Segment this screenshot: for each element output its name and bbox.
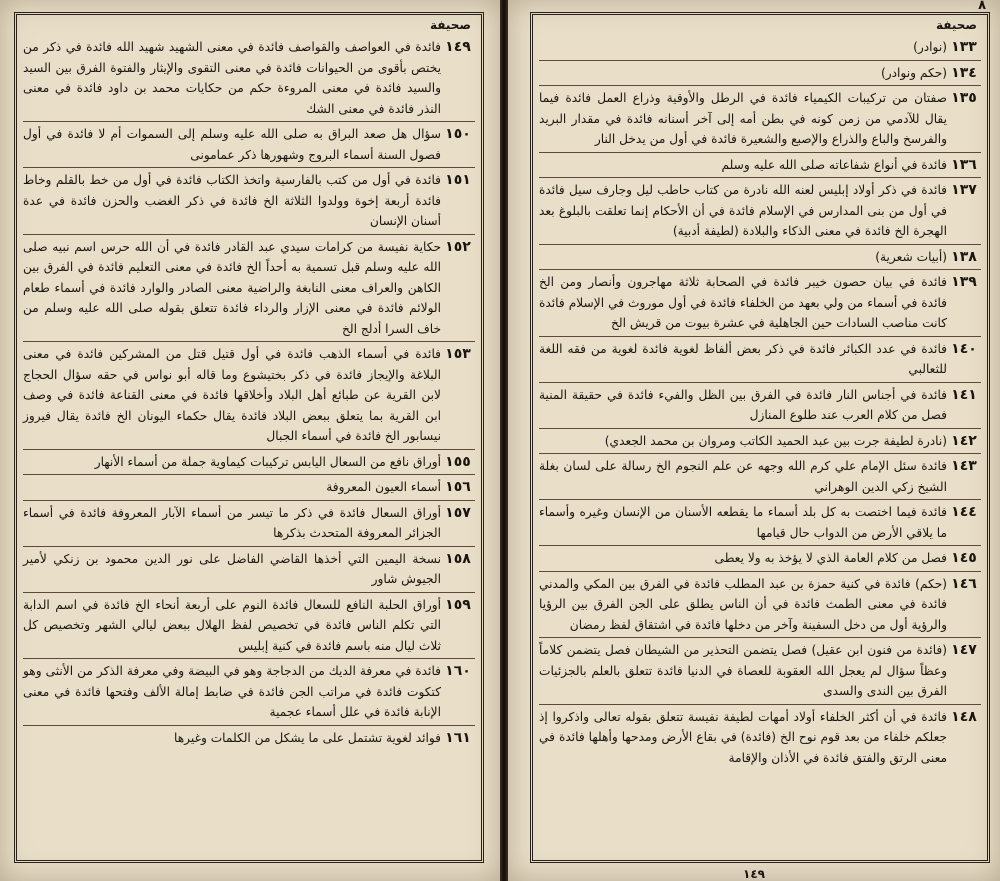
entry-page-number: ١٣٨ — [951, 248, 977, 265]
index-entry — [539, 35, 981, 61]
index-entry — [539, 429, 981, 455]
left-column-header: صحيفة — [429, 18, 471, 32]
entry-page-number: ١٦٠ — [445, 663, 471, 679]
entry-text: فائدة سئل الإمام علي كرم الله وجهه عن علم النجوم الخ رسالة على لسان بغلة الشيخ زكي الدين الوهراني — [539, 459, 947, 494]
entry-page-number: ١٥٠ — [445, 126, 471, 142]
entry-page-number: ١٤٩ — [445, 39, 471, 55]
index-entry — [539, 546, 981, 572]
entry-text: فائدة في معرفة الديك من الدجاجة وهو في البيضة وفي معرفة الذكر من الأنثى وهو كتكوت فائدة في مراتب الجن فائدة في ضابط إمالة الألف وفتحها فائدة في معنى الإنابة فائدة في علل أسماء عجمية — [23, 664, 441, 719]
book-gutter — [500, 0, 508, 881]
entry-text: فائدة في بيان حصون خيبر فائدة في الصحابة ثلاثة مهاجرون وأنصار ومن الخ فائدة في أسماء من ولي بعهد من الخلفاء فائدة في أول موروث في الإسلام فائدة كانت مناصب السادات حين الجاهلية في عشرة بيوت من قريش الخ — [539, 275, 947, 330]
entry-text: (حكم) فائدة في كنية حمزة بن عبد المطلب فائدة في الفرق بين المكي والمدني فائدة في معنى الطمث فائدة في أن الناس يطلق على الجن الفرق بين الرؤيا والرؤية أول من دخل السفينة وآخر من دخلها فائدة في اشتقاق لفظ رمضان — [539, 576, 947, 632]
right-column-header: صحيفة — [935, 18, 977, 32]
index-entry — [23, 475, 475, 501]
index-entry — [539, 454, 981, 500]
index-entry — [23, 122, 475, 168]
entry-page-number: ١٤٣ — [951, 458, 977, 474]
entry-page-number: ١٤٢ — [951, 432, 977, 449]
entry-text: فصل من كلام العامة الذي لا يؤخذ به ولا يعطى — [714, 551, 947, 565]
entry-text: نسخة اليمين التي أخذها القاضي الفاضل على نور الدين محمود بن زنكي لأمير الجيوش شاور — [23, 551, 441, 586]
bottom-page-number: ١٤٩ — [743, 867, 765, 881]
entry-text: حكاية نفيسة من كرامات سيدي عبد القادر فائدة في أن الله حرس اسم نبيه صلى الله عليه وسلم قبل تسمية به أحداً الخ فائدة في معنى التعليم فائدة في الفرق بين الكاهن والعراف معنى النابغة والراضية معنى الصادر والوارد فائدة في أسماء طعام الولائم فائدة في معنى الإزار والرداء فائدة تتعلق بقوله صلى الله عليه وسلم من خاف السرا أدلج الخ — [23, 239, 441, 336]
index-entry — [23, 235, 475, 343]
entry-text: (نادرة لطيفة جرت بين عبد الحميد الكاتب ومروان بن محمد الجعدي) — [604, 433, 947, 448]
entry-page-number: ١٣٧ — [951, 182, 977, 198]
left-index-frame — [14, 12, 484, 863]
index-entry — [23, 168, 475, 235]
index-entry — [539, 270, 981, 337]
index-entry — [539, 572, 981, 639]
right-entries-list — [539, 35, 981, 770]
entry-page-number: ١٥١ — [445, 172, 471, 188]
entry-text: أوراق نافع من السعال اليابس تركيبات كيماوية جملة من أسماء الأنهار — [94, 454, 441, 469]
entry-text: فائدة في أسماء الذهب فائدة في أول قتيل قتل من المشركين فائدة في معنى البلاغة والإيجاز فائدة في ذكر بختيشوع وما قاله أبو نواس في حقه سؤال الحجاج لابن القرية عن طبائع أهل البلاد وأخلاقها فائدة في معنى القناعة فائدة في وصف ابن القرية بما يتعلق ببعض البلاد فائدة يقال حكماء اليونان الخ فائدة يقال فيروز نيسابور الخ فائدة في أسماء الجبال — [23, 347, 441, 443]
index-entry — [23, 450, 475, 476]
index-entry — [23, 726, 475, 751]
entry-page-number: ١٣٥ — [951, 90, 977, 106]
entry-page-number: ١٤١ — [951, 386, 977, 403]
entry-text: (نوادر) — [913, 40, 947, 54]
entry-text: فائدة في العواصف والقواصف فائدة في معنى الشهيد شهيد الله فائدة في ذكر من يختص بأقوى من الحيوانات فائدة في معنى التقوى والإيثار والفتوة الفرق بين السيد والسيد فائدة في معنى المروءة حكم من حكايات محمد بن داود فائدة في معنى النذر فائدة في معنى الشك — [23, 40, 441, 116]
index-entry — [539, 705, 981, 771]
index-entry — [23, 501, 475, 547]
entry-text: أوراق الحلبة النافع للسعال فائدة النوم على أربعة أنحاء الخ فائدة في اسم الدابة التي تكلم الناس فائدة في تخصيص لفظ الهلال ببعض ليالي الشهر وتخصيص كل ثلاث ليال منه باسم فائدة في كنية إبليس — [23, 597, 441, 653]
entry-page-number: ١٤٧ — [951, 642, 977, 658]
entry-page-number: ١٥٨ — [445, 550, 471, 567]
entry-text: صفتان من تركيبات الكيمياء فائدة في الرطل والأوقية وذراع العمل فائدة فيما يقال للآدمي من زمن كونه في بطن أمه إلى آخر أسنانه فائدة في مقدار البريد والفرسخ والباع والذراع والإصبع والشعيرة فائدة في أول من يدخل النار — [539, 91, 947, 146]
entry-text: فائدة في عدد الكبائر فائدة في ذكر بعض ألفاظ لغوية فائدة لغوية من فقه اللغة للثعالبي — [539, 341, 947, 376]
entry-page-number: ١٤٥ — [951, 550, 977, 566]
entry-page-number: ١٥٥ — [445, 453, 471, 470]
entry-page-number: ١٤٤ — [951, 504, 977, 520]
page-number: ٨ — [978, 0, 986, 13]
index-entry — [23, 547, 475, 593]
right-index-frame — [530, 12, 990, 863]
index-entry — [23, 659, 475, 726]
entry-text: (حكم ونوادر) — [880, 65, 947, 80]
entry-text: فوائد لغوية تشتمل على ما يشكل من الكلمات وغيرها — [174, 730, 441, 745]
index-entry — [23, 342, 475, 450]
entry-page-number: ١٥٧ — [445, 504, 471, 521]
entry-page-number: ١٥٦ — [445, 479, 471, 495]
entry-page-number: ١٣٩ — [951, 274, 977, 290]
entry-page-number: ١٦١ — [445, 729, 471, 746]
index-entry — [539, 638, 981, 705]
right-page — [508, 0, 1000, 881]
index-entry — [23, 593, 475, 660]
entry-page-number: ١٣٤ — [951, 64, 977, 81]
entry-text: فائدة في أجناس النار فائدة في الفرق بين الظل والفيء فائدة في حقيقة المنية فصل من كلام العرب عند طلوع المنازل — [539, 387, 947, 422]
left-entries-list — [23, 35, 475, 750]
index-entry — [23, 35, 475, 122]
entry-text: (فائدة من فنون ابن عقيل) فصل يتضمن التحذير من الشيطان فصل يتضمن كلاماً وعظاً سؤال لم يعجل الله العقوبة للعصاة في الدنيا فائدة تتعلق بالعلم بالجزئيات الفرق بين الندى والسدى — [539, 643, 947, 698]
index-entry — [539, 86, 981, 153]
entry-page-number: ١٥٣ — [445, 346, 471, 362]
index-entry — [539, 153, 981, 179]
index-entry — [539, 383, 981, 429]
entry-text: أسماء العيون المعروفة — [326, 480, 441, 494]
entry-page-number: ١٥٢ — [445, 238, 471, 255]
index-entry — [539, 61, 981, 87]
index-entry — [539, 178, 981, 245]
entry-page-number: ١٣٣ — [951, 39, 977, 55]
entry-text: فائدة في أول من كتب بالفارسية واتخذ الكتاب فائدة في أول من خط بالقلم وخاط فائدة أربعة إخوة وولدوا الثلاثة الخ فائدة في ذكر الغضب والحزن فائدة في عدة أسنان الإنسان — [23, 173, 441, 228]
index-entry — [539, 500, 981, 546]
entry-text: فائدة فيما اختصت به كل بلد أسماء ما يقطعه الأسنان من الإنسان وغيره وأسماء ما يلاقي الأرض من الدواب حال قيامها — [539, 505, 947, 540]
entry-text: أوراق السعال فائدة في ذكر ما تيسر من أسماء الآبار المعروفة فائدة في أسماء الجزائر المعروفة المتحدث بذكرها — [23, 505, 441, 540]
entry-page-number: ١٤٦ — [951, 575, 977, 592]
entry-page-number: ١٤٨ — [951, 708, 977, 725]
entry-text: فائدة في ذكر أولاد إبليس لعنه الله نادرة من كتاب حاطب ليل وجارف سيل فائدة في أول من بنى المدارس في الإسلام فائدة في أن الأحكام إنما تعلقت بالبلوغ بعد الهجرة الخ فائدة في معنى الذكاء والبلادة (لطيفة أدبية) — [539, 183, 947, 238]
entry-text: فائدة في أنواع شفاعاته صلى الله عليه وسلم — [721, 157, 947, 172]
entry-text: (أبيات شعرية) — [875, 249, 947, 264]
entry-page-number: ١٣٦ — [951, 156, 977, 173]
entry-page-number: ١٤٠ — [951, 340, 977, 357]
index-entry — [539, 245, 981, 271]
entry-text: سؤال هل صعد البراق به صلى الله عليه وسلم إلى السموات أم لا فائدة في أول فصول السنة أسماء البروج وشهورها ذكر عمامونى — [23, 127, 441, 162]
entry-page-number: ١٥٩ — [445, 596, 471, 613]
index-entry — [539, 337, 981, 383]
entry-text: فائدة في أن أكثر الخلفاء أولاد أمهات لطيفة نفيسة تتعلق بقوله تعالى واذكروا إذ جعلكم خلفاء من بعد قوم نوح الخ (فائدة) في بقاع الأرض ومدحها وأهلها فائدة في معنى الرتق والفتق فائدة في الأذان والإقامة — [539, 709, 947, 765]
